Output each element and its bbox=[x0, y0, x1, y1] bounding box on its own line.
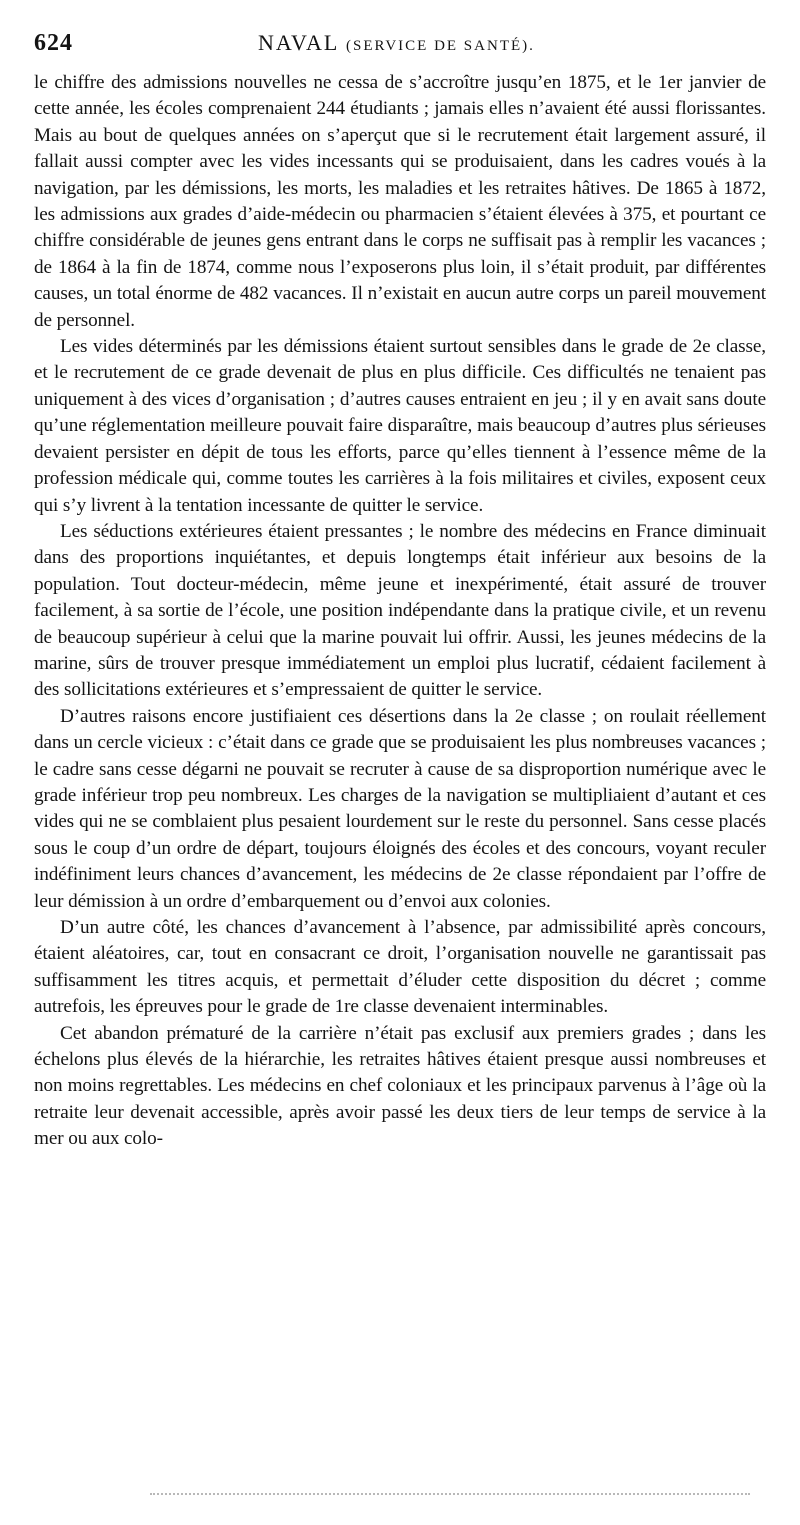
paragraph: D’un autre côté, les chances d’avancement à l’absence, par admissibilité après concours, étaient aléatoires, car, tout en consacrant ce droit, l’organisation nouvelle ne garantissait pas suffisamment les titres acquis, et permettait d’éluder cette disposition du décret ; comme autrefois, les épreuves pour le grade de 1re classe devenaient interminables. bbox=[34, 917, 766, 1018]
running-head-sub: (SERVICE DE SANTÉ). bbox=[346, 38, 535, 54]
page-header bbox=[34, 30, 766, 66]
running-head-main: NAVAL bbox=[258, 30, 339, 55]
running-head bbox=[258, 30, 535, 56]
paragraph: Les vides déterminés par les démissions étaient surtout sensibles dans le grade de 2e classe, et le recrutement de ce grade devenait de plus en plus difficile. Ces difficultés ne tenaient pas uniquement à des vices d’organisation ; d’autres causes entraient en jeu ; il y en avait sans doute qu’une réglementation meilleure pouvait faire disparaître, mais beaucoup d’autres plus sérieuses devaient persister en dépit de tous les efforts, parce qu’elles tiennent à l’essence même de la profession médicale qui, comme toutes les carrières à la fois militaires et civiles, exposent ceux qui s’y livrent à la tentation incessante de quitter le service. bbox=[34, 336, 766, 516]
page-number: 624 bbox=[34, 30, 73, 56]
paragraph: Les séductions extérieures étaient pressantes ; le nombre des médecins en France diminuait dans des proportions inquiétantes, et depuis longtemps était inférieur aux besoins de la population. Tout docteur-médecin, même jeune et inexpérimenté, était assuré de trouver facilement, à sa sortie de l’école, une position indépendante dans la pratique civile, et un revenu de beaucoup supérieur à celui que la marine pouvait lui offrir. Aussi, les jeunes médecins de la marine, sûrs de trouver presque immédiatement un emploi plus lucratif, cédaient facilement à des sollicitations extérieures et s’empressaient de quitter le service. bbox=[34, 520, 766, 701]
paragraph-continued: le chiffre des admissions nouvelles ne cessa de s’accroître jusqu’en 1875, et le 1er janvier de cette année, les écoles comprenaient 244 étudiants ; jamais elles n’avaient été aussi florissantes. Mais au bout de quelques années on s’aperçut que si le recrutement était largement assuré, il fallait aussi compter avec les vides incessants qui se produisaient, dans les cadres voués à la navigation, par les démissions, les morts, les maladies et les retraites hâtives. De 1865 à 1872, les admissions aux grades d’aide-médecin ou pharmacien s’étaient élevées à 375, et pourtant ce chiffre considérable de jeunes gens entrant dans le corps ne suffisait pas à remplir les vacances ; de 1864 à la fin de 1874, comme nous l’exposerons plus loin, il s’était produit, par différentes causes, un total énorme de 482 vacances. Il n’existait en aucun autre corps un pareil mouvement de personnel. bbox=[34, 72, 766, 331]
paragraph: D’autres raisons encore justifiaient ces désertions dans la 2e classe ; on roulait réellement dans un cercle vicieux : c’était dans ce grade que se produisaient les plus nombreuses vacances ; le cadre sans cesse dégarni ne pouvait se recruter à cause de sa disproportion numérique avec le grade inférieur trop peu nombreux. Les charges de la navigation se multipliaient d’autant et ces vides qui ne se comblaient plus pesaient lourdement sur le reste du personnel. Sans cesse placés sous le coup d’un ordre de départ, toujours éloignés des écoles et des concours, voyant reculer indéfiniment leurs chances d’avancement, les médecins de 2e classe répondaient par l’offre de leur démission à un ordre d’embarquement ou d’envoi aux colonies. bbox=[34, 705, 766, 912]
paragraph: Cet abandon prématuré de la carrière n’était pas exclusif aux premiers grades ; dans les échelons plus élevés de la hiérarchie, les retraites hâtives étaient presque aussi nombreuses et non moins regrettables. Les médecins en chef coloniaux et les principaux parvenus à l’âge où la retraite leur devenait accessible, après avoir passé les deux tiers de leur temps de service à la mer ou aux colo- bbox=[34, 1022, 766, 1150]
page-body bbox=[34, 70, 766, 1153]
footer-dotted-rule bbox=[150, 1493, 750, 1495]
